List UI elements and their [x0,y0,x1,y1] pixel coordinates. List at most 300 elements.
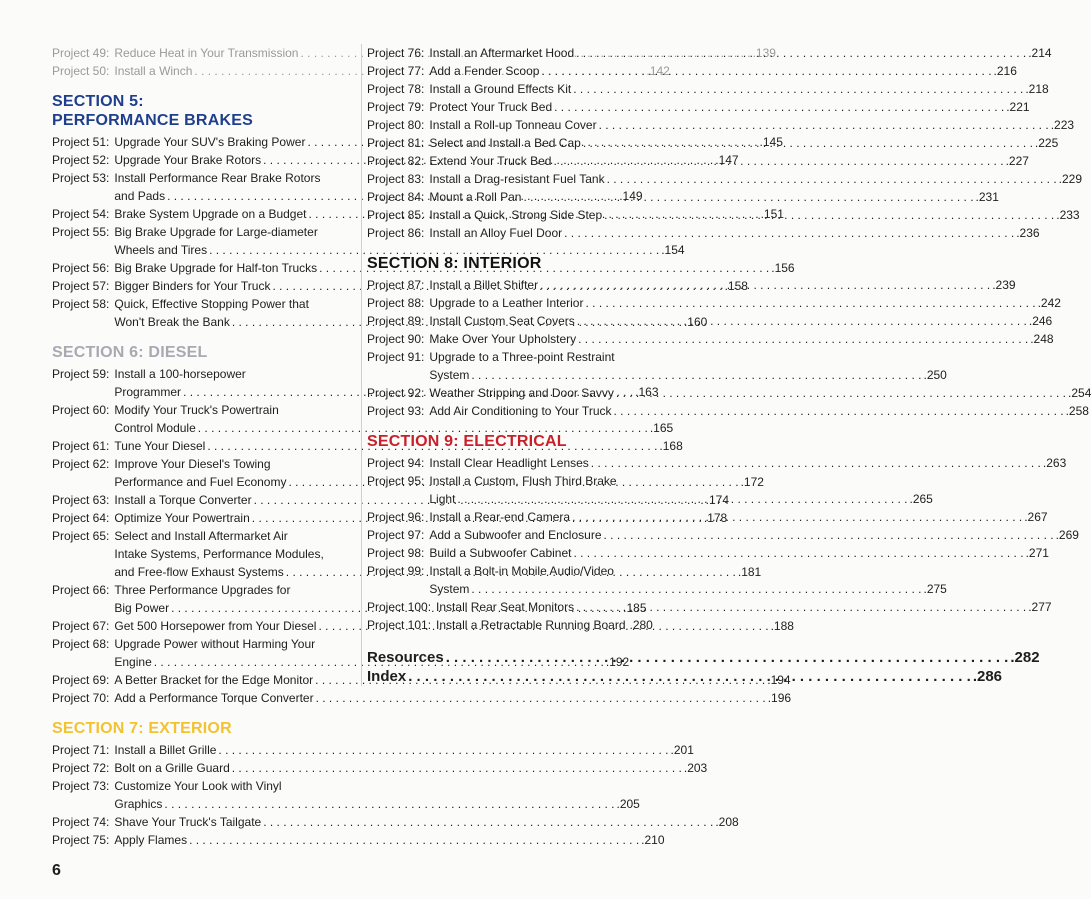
entry-title [109,689,792,707]
title-line [114,831,665,849]
title-text: Install a 100-horsepower [114,367,246,381]
page-ref: .163 [635,385,659,399]
title-line [114,581,348,599]
project-number: Project 100: [367,600,432,614]
title-line [114,545,348,563]
back-matter-entry [367,648,1040,667]
page-ref: .196 [767,691,792,705]
title-text: Add a Performance Torque Converter [114,691,314,705]
project-number: Project 86: [367,226,425,240]
dot-leader [576,44,1026,62]
title-line [436,616,653,634]
project-number: Project 62: [52,457,110,471]
title-text: Install a Billet Shifter [429,278,539,292]
project-number: Project 63: [52,493,110,507]
title-text: Select and Install a Bed Cap [429,136,581,150]
title-line [429,544,1049,562]
entry-title [424,402,1089,420]
page-ref: .158 [724,279,748,293]
project-number: Project 70: [52,691,110,705]
title-text: Mount a Roll Pan [429,190,522,204]
dot-leader [604,206,1054,224]
title-line [114,223,348,241]
title-text: Brake System Upgrade on a Budget [114,207,307,221]
project-number: Project 53: [52,171,110,185]
project-number: Project 73: [52,779,110,793]
section-title-line: SECTION 8: INTERIOR [367,255,542,272]
title-line [114,401,348,419]
project-number: Project 51: [52,135,110,149]
toc-entry [367,116,1075,134]
project-number: Project 84: [367,190,425,204]
title-text: and Free-flow Exhaust Systems [114,565,284,579]
dot-leader [576,598,1026,616]
title-text: Apply Flames [114,833,188,847]
title-text: Won't Break the Bank [114,315,230,329]
toc-entry [367,80,1049,98]
title-text: Improve Your Diesel's Towing [114,457,271,471]
title-line [429,116,1075,134]
title-line [114,777,348,795]
entry-title [424,170,1083,188]
title-text: Upgrade to a Three-point Restraint [429,350,615,364]
title-text: Install a Bolt-in Mobile Audio/Video [429,564,614,578]
toc-entry [52,759,708,777]
dot-leader [607,170,1057,188]
dot-leader [540,276,990,294]
title-text: Install a Custom, Flush Third Brake [429,474,617,488]
project-number: Project 79: [367,100,425,114]
title-text: Extend Your Truck Bed [429,154,552,168]
entry-title [424,384,1091,402]
entry-title [431,598,1052,616]
title-text: Install Rear Seat Monitors [436,600,575,614]
entry-title [424,454,1067,472]
page-ref: .242 [1037,296,1061,310]
dot-leader [408,667,971,686]
section-title [52,343,348,362]
section-title-line: SECTION 9: ELECTRICAL [367,433,567,450]
page-ref: .275 [923,582,947,596]
title-text: Bigger Binders for Your Truck [114,279,271,293]
project-number: Project 60: [52,403,110,417]
title-text: Modify Your Truck's Powertrain [114,403,279,417]
title-text: Install a Rear-end Camera [429,510,571,524]
title-text: Reduce Heat in Your Transmission [114,46,299,60]
project-number: Project 99: [367,564,425,578]
title-text: Add Air Conditioning to Your Truck [429,404,612,418]
title-text: Big Power [114,601,170,615]
title-line [114,795,640,813]
title-line [429,98,1030,116]
dot-leader [263,813,713,831]
title-text: Get 500 Horsepower from Your Diesel [114,619,317,633]
page-ref: .246 [1028,314,1053,328]
title-text: Bolt on a Grille Guard [114,761,230,775]
title-text: Install an Alloy Fuel Door [429,226,563,240]
dot-leader [446,648,1009,667]
section-title [367,432,649,451]
dot-leader [232,759,682,777]
title-text: Graphics [114,797,163,811]
title-text: Intake Systems, Performance Modules, [114,547,324,561]
section-title-line: SECTION 7: EXTERIOR [52,720,232,737]
title-line [114,527,348,545]
entry-title [424,98,1030,116]
entry-title [109,759,708,777]
dot-leader [471,366,921,384]
page-ref: .139 [752,46,776,60]
project-number: Project 54: [52,207,110,221]
page-ref: .210 [641,833,665,847]
title-line [429,384,1091,402]
project-number: Project 91: [367,350,425,364]
toc-entry [367,98,1030,116]
toc-entry [367,348,947,384]
toc-entry [367,188,999,206]
page-ref: .236 [1016,226,1040,240]
project-number: Project 75: [52,833,110,847]
page-ref: .269 [1055,528,1079,542]
page-ref: .145 [759,135,783,149]
project-number: Project 66: [52,583,110,597]
page-ref: .194 [767,673,791,687]
toc-entry [367,170,1083,188]
title-text: A Better Bracket for the Edge Monitor [114,673,314,687]
toc-entry [52,689,792,707]
page-ref: .154 [661,243,685,257]
page-ref: .216 [993,64,1017,78]
entry-title [109,777,640,813]
title-text: Install Custom Seat Covers [429,314,575,328]
title-text: Install a Billet Grille [114,743,217,757]
title-text: Programmer [114,385,182,399]
project-number: Project 55: [52,225,110,239]
page-ref: .181 [737,565,762,579]
page-ref: .258 [1065,404,1089,418]
toc-entry [367,224,1040,242]
title-text: Upgrade Your SUV's Braking Power [114,135,306,149]
dot-leader [572,508,1022,526]
dot-leader [218,741,668,759]
project-number: Project 67: [52,619,110,633]
project-number: Project 78: [367,82,425,96]
project-number: Project 82: [367,154,425,168]
project-number: Project 94: [367,456,425,470]
project-number: Project 69: [52,673,110,687]
dot-leader [164,795,614,813]
title-line [429,224,1040,242]
dot-leader [553,152,1003,170]
title-text: System [429,368,470,382]
dot-leader [523,188,973,206]
toc-entry [52,831,665,849]
title-text: Add a Fender Scoop [429,64,540,78]
project-number: Project 97: [367,528,425,542]
title-text: Wheels and Tires [114,243,208,257]
toc-entry [52,813,739,831]
title-text: Optimize Your Powertrain [114,511,250,525]
project-number: Project 50: [52,64,110,78]
page-ref: .142 [646,64,670,78]
project-number: Project 49: [52,46,110,60]
page-ref: .165 [649,421,674,435]
title-line [114,759,708,777]
section-title [52,92,348,130]
title-text: Protect Your Truck Bed [429,100,553,114]
toc-entry [367,616,653,634]
page-ref: .250 [923,368,947,382]
page-ref: .185 [623,601,647,615]
entry-title [424,188,999,206]
title-line [429,580,947,598]
page-ref: .277 [1028,600,1052,614]
page-ref: .227 [1005,154,1029,168]
project-number: Project 88: [367,296,425,310]
dot-leader [578,330,1028,348]
entry-title [424,544,1049,562]
title-text: Three Performance Upgrades for [114,583,291,597]
page-ref: .223 [1050,118,1075,132]
entry-title [109,813,739,831]
page-ref: .239 [992,278,1016,292]
page-ref: .221 [1006,100,1030,114]
project-number: Project 76: [367,46,425,60]
toc-entry [52,741,694,759]
title-text: Upgrade Your Brake Rotors [114,153,262,167]
page-ref: .229 [1058,172,1083,186]
page-ref: .248 [1030,332,1054,346]
title-text: Make Over Your Upholstery [429,332,577,346]
title-text: Select and Install Aftermarket Air [114,529,288,543]
project-number: Project 87: [367,278,425,292]
page-ref: .280 [629,618,653,632]
page-ref: .282 [1010,649,1040,666]
project-number: Project 96: [367,510,425,524]
project-number: Project 85: [367,208,425,222]
title-text: Install a Torque Converter [114,493,252,507]
page-ref: .149 [619,189,643,203]
dot-leader [316,689,766,707]
title-line [429,80,1049,98]
title-text: Engine [114,655,152,669]
page-ref: .214 [1028,46,1052,60]
title-line [429,526,1079,544]
toc-entry [367,402,1089,420]
title-line [429,170,1083,188]
title-text: Install a Retractable Running Board [436,618,626,632]
project-number: Project 58: [52,297,110,311]
title-text: Build a Subwoofer Cabinet [429,546,572,560]
section-title [367,254,649,273]
dot-leader [591,454,1041,472]
title-line [114,241,685,259]
dot-leader [189,831,639,849]
page-ref: .160 [683,315,708,329]
entry-title [424,330,1054,348]
project-number: Project 90: [367,332,425,346]
entry-title [109,831,665,849]
dot-leader [599,116,1049,134]
project-number: Project 56: [52,261,110,275]
entry-title [424,116,1075,134]
title-text: Big Brake Upgrade for Large-diameter [114,225,318,239]
toc-entry [367,598,1052,616]
project-number: Project 101: [367,618,432,632]
project-number: Project 64: [52,511,110,525]
title-text: Quick, Effective Stopping Power that [114,297,309,311]
dot-leader [585,294,1035,312]
section-title-line: SECTION 5: [52,93,144,110]
title-text: System [429,582,470,596]
toc-entry [367,454,1067,472]
dot-leader [583,134,1033,152]
title-line [429,562,649,580]
page-ref: .192 [605,655,630,669]
dot-leader [554,98,1004,116]
title-text: Install Performance Rear Brake Rotors [114,171,321,185]
title-line [367,648,1040,667]
project-number: Project 89: [367,314,425,328]
page-ref: .147 [715,153,739,167]
section-title [52,719,348,738]
title-text: Shave Your Truck's Tailgate [114,815,262,829]
project-number: Project 93: [367,404,425,418]
project-number: Project 65: [52,529,110,543]
page-ref: .231 [975,190,999,204]
title-line [429,188,999,206]
project-number: Project 72: [52,761,110,775]
page-ref: .172 [740,475,764,489]
title-line [114,689,792,707]
title-line [114,419,674,437]
title-text: Install a Quick, Strong Side Step [429,208,603,222]
page-ref: .233 [1056,208,1080,222]
title-text: Tune Your Diesel [114,439,206,453]
page-number: 6 [52,862,61,879]
title-line [429,294,1061,312]
page-ref: .265 [909,492,933,506]
project-number: Project 95: [367,474,425,488]
page-ref: .203 [683,761,708,775]
entry-title [424,80,1049,98]
title-text: Install a Roll-up Tonneau Cover [429,118,597,132]
page-ref: .178 [703,511,728,525]
project-number: Project 74: [52,815,110,829]
title-text: Install an Aftermarket Hood [429,46,575,60]
title-line [429,402,1089,420]
toc-entry [367,330,1054,348]
page-ref: .225 [1034,136,1059,150]
title-text: Install a Ground Effects Kit [429,82,572,96]
title-text: Customize Your Look with Vinyl [114,779,282,793]
title-text: Install a Drag-resistant Fuel Tank [429,172,605,186]
dot-leader [573,544,1023,562]
page-ref: .286 [972,668,1003,685]
entry-title [424,294,1061,312]
page-ref: .254 [1068,386,1091,400]
page-ref: .188 [770,619,794,633]
dot-leader [604,526,1054,544]
title-text: Light [429,492,456,506]
project-number: Project 57: [52,279,110,293]
entry-title [367,648,1040,667]
page-ref: .205 [616,797,640,811]
project-number: Project 92: [367,386,425,400]
toc-entry [367,526,1079,544]
title-line [429,366,947,384]
toc-entry [52,777,640,813]
title-text: Upgrade Power without Harming Your [114,637,316,651]
title-line [436,598,1052,616]
title-line [114,741,694,759]
project-number: Project 98: [367,546,425,560]
entry-title [109,741,694,759]
page-ref: .208 [715,815,739,829]
title-text: Weather Stripping and Door Savvy [429,386,614,400]
dot-leader [564,224,1014,242]
page-ref: .174 [705,493,730,507]
title-text: Add a Subwoofer and Enclosure [429,528,602,542]
project-number: Project 77: [367,64,425,78]
entry-title [431,616,653,634]
dot-leader [614,402,1064,420]
page-ref: .218 [1025,82,1049,96]
toc-entry [367,384,1091,402]
title-text: Install a Winch [114,64,193,78]
title-line [114,365,348,383]
dot-leader [541,62,991,80]
page-ref: .168 [659,439,683,453]
title-line [114,455,348,473]
dot-leader [577,312,1027,330]
project-number: Project 52: [52,153,110,167]
dot-leader [573,80,1023,98]
title-text: Big Brake Upgrade for Half-ton Trucks [114,261,318,275]
title-line [114,295,348,313]
back-matter-label: Index [367,668,407,685]
page-ref: .151 [760,207,784,221]
back-matter-label: Resources [367,649,444,666]
page-ref: .201 [670,743,694,757]
title-line [114,635,348,653]
title-line [429,348,649,366]
dot-leader [471,580,921,598]
title-text: and Pads [114,189,166,203]
project-number: Project 80: [367,118,425,132]
project-number: Project 61: [52,439,110,453]
page-ref: .271 [1025,546,1049,560]
toc-entry [367,544,1049,562]
project-number: Project 71: [52,743,110,757]
title-text: Upgrade to a Leather Interior [429,296,584,310]
page-ref: .263 [1042,456,1067,470]
entry-title [424,224,1040,242]
section-title-line: PERFORMANCE BRAKES [52,112,253,129]
section-title-line: SECTION 6: DIESEL [52,344,208,361]
dot-leader [457,490,907,508]
title-text: Install Clear Headlight Lenses [429,456,589,470]
title-line [429,472,649,490]
title-line [429,454,1067,472]
project-number: Project 81: [367,136,425,150]
toc-entry [367,294,1061,312]
title-line [114,813,739,831]
page-ref: .267 [1024,510,1048,524]
title-line [429,330,1054,348]
project-number: Project 68: [52,637,110,651]
project-number: Project 83: [367,172,425,186]
